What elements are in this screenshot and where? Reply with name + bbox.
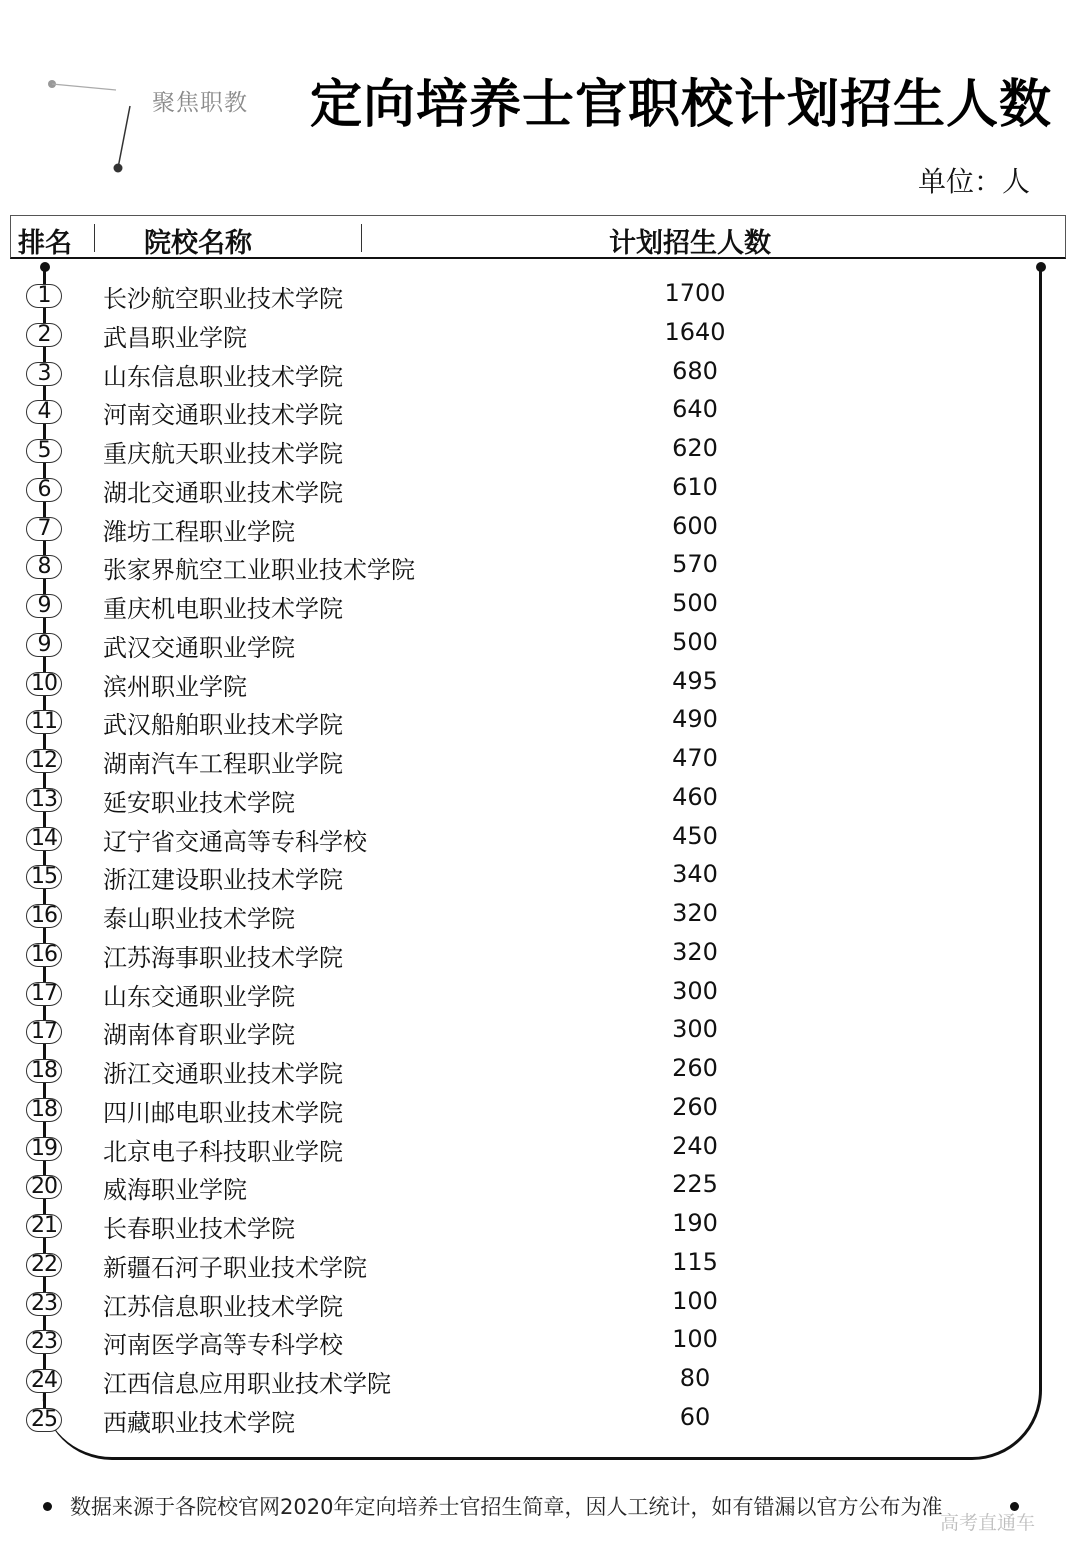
logo-decoration-icon — [0, 0, 300, 200]
school-name: 重庆航天职业技术学院 — [103, 440, 343, 468]
enrollment-count: 300 — [672, 976, 718, 1005]
enrollment-count: 460 — [672, 782, 718, 811]
school-name: 江苏信息职业技术学院 — [103, 1292, 343, 1321]
watermark: 高考直通车 — [940, 1512, 1036, 1534]
school-name: 滨州职业学院 — [103, 672, 247, 701]
enrollment-count: 450 — [672, 821, 718, 850]
enrollment-count: 570 — [672, 550, 718, 579]
column-header-count: 计划招生人数 — [609, 228, 771, 259]
school-name: 浙江建设职业技术学院 — [103, 866, 343, 895]
rank-badge: 7 — [26, 517, 62, 541]
school-name: 河南交通职业技术学院 — [103, 401, 343, 430]
rank-badge: 2 — [26, 323, 62, 347]
school-name: 北京电子科技职业学院 — [103, 1137, 343, 1166]
enrollment-count: 60 — [679, 1402, 711, 1431]
school-name: 延安职业技术学院 — [103, 788, 295, 817]
school-name: 浙江交通职业技术学院 — [103, 1060, 343, 1088]
table-row — [0, 856, 1080, 894]
school-name: 长沙航空职业技术学院 — [103, 285, 343, 313]
rank-badge: 24 — [26, 1369, 62, 1393]
school-name: 重庆机电职业技术学院 — [103, 595, 343, 623]
table-row — [0, 1089, 1080, 1127]
rank-badge: 21 — [26, 1214, 62, 1238]
table-row — [0, 1399, 1080, 1437]
table-row — [0, 353, 1080, 391]
enrollment-count: 1700 — [664, 279, 726, 307]
enrollment-count: 1640 — [664, 317, 726, 346]
enrollment-count: 610 — [672, 472, 718, 501]
school-name: 湖北交通职业技术学院 — [103, 478, 343, 507]
school-name: 威海职业学院 — [103, 1176, 247, 1205]
rank-badge: 5 — [26, 439, 62, 463]
rank-badge: 9 — [26, 633, 62, 657]
table-row — [0, 1244, 1080, 1282]
table-row — [0, 895, 1080, 933]
rank-badge: 11 — [26, 710, 62, 734]
table-row — [0, 508, 1080, 546]
rank-badge: 17 — [26, 982, 62, 1006]
rank-badge: 23 — [26, 1292, 62, 1316]
enrollment-count: 260 — [672, 1054, 718, 1082]
school-name: 山东信息职业技术学院 — [103, 362, 343, 391]
school-name: 武汉船舶职业技术学院 — [103, 711, 343, 740]
school-name: 河南医学高等专科学校 — [103, 1331, 343, 1360]
table-row — [0, 469, 1080, 507]
school-name: 江苏海事职业技术学院 — [103, 943, 343, 972]
school-name: 武昌职业学院 — [103, 323, 247, 352]
frame-end-dot-icon — [1036, 262, 1046, 272]
table-row — [0, 585, 1080, 623]
table-row — [0, 1050, 1080, 1088]
data-source-note: 数据来源于各院校官网2020年定向培养士官招生简章，因人工统计，如有错漏以官方公布为准 — [70, 1495, 943, 1519]
school-name: 张家界航空工业职业技术学院 — [103, 556, 415, 585]
column-header-rank: 排名 — [18, 228, 72, 259]
enrollment-count: 470 — [672, 744, 718, 772]
school-name: 湖南体育职业学院 — [103, 1021, 295, 1050]
school-name: 新疆石河子职业技术学院 — [103, 1253, 367, 1282]
enrollment-count: 680 — [672, 356, 718, 385]
school-name: 湖南汽车工程职业学院 — [103, 750, 343, 778]
table-row — [0, 701, 1080, 739]
enrollment-count: 115 — [672, 1247, 718, 1276]
rank-badge: 4 — [26, 400, 62, 424]
enrollment-count: 320 — [672, 899, 718, 927]
rank-badge: 23 — [26, 1330, 62, 1354]
enrollment-count: 260 — [672, 1092, 718, 1121]
table-row — [0, 934, 1080, 972]
rank-badge: 25 — [26, 1408, 62, 1432]
rank-badge: 18 — [26, 1098, 62, 1122]
rank-badge: 22 — [26, 1253, 62, 1277]
table-row — [0, 391, 1080, 429]
enrollment-count: 300 — [672, 1015, 718, 1044]
rank-badge: 15 — [26, 865, 62, 889]
enrollment-count: 225 — [672, 1170, 718, 1199]
rank-badge: 18 — [26, 1059, 62, 1083]
table-row — [0, 973, 1080, 1011]
rank-badge: 8 — [26, 555, 62, 579]
rank-badge: 9 — [26, 594, 62, 618]
school-name: 长春职业技术学院 — [103, 1215, 295, 1243]
school-name: 辽宁省交通高等专科学校 — [103, 827, 367, 856]
enrollment-count: 500 — [672, 589, 718, 617]
enrollment-count: 495 — [672, 666, 718, 695]
rank-badge: 6 — [26, 478, 62, 502]
enrollment-count: 600 — [672, 511, 718, 540]
header-divider — [94, 224, 95, 252]
enrollment-count: 640 — [672, 395, 718, 424]
column-header-school: 院校名称 — [144, 228, 252, 259]
enrollment-count: 190 — [672, 1209, 718, 1237]
rank-badge: 3 — [26, 362, 62, 386]
school-name: 武汉交通职业学院 — [103, 633, 295, 662]
page-title: 定向培养士官职校计划招生人数 — [310, 75, 1053, 135]
rank-badge: 20 — [26, 1175, 62, 1199]
school-name: 潍坊工程职业学院 — [103, 517, 295, 546]
rank-badge: 12 — [26, 749, 62, 773]
table-row — [0, 624, 1080, 662]
table-row — [0, 740, 1080, 778]
enrollment-count: 620 — [672, 434, 718, 462]
school-name: 江西信息应用职业技术学院 — [103, 1370, 391, 1398]
enrollment-count: 80 — [679, 1364, 711, 1392]
table-row — [0, 818, 1080, 856]
school-name: 山东交通职业学院 — [103, 982, 295, 1011]
header-divider — [361, 224, 362, 252]
table-row — [0, 1360, 1080, 1398]
table-header — [10, 215, 1066, 259]
rank-badge: 10 — [26, 672, 62, 696]
table-row — [0, 546, 1080, 584]
rank-badge: 14 — [26, 827, 62, 851]
rank-badge: 16 — [26, 943, 62, 967]
enrollment-count: 490 — [672, 705, 718, 734]
table-row — [0, 1128, 1080, 1166]
rank-badge: 1 — [26, 284, 62, 308]
school-name: 四川邮电职业技术学院 — [103, 1098, 343, 1127]
enrollment-count: 500 — [672, 627, 718, 656]
table-row — [0, 1321, 1080, 1359]
table-row — [0, 275, 1080, 313]
table-row — [0, 1205, 1080, 1243]
school-name: 西藏职业技术学院 — [103, 1408, 295, 1437]
brand-logo: 聚焦职教 — [152, 90, 248, 116]
table-row — [0, 314, 1080, 352]
rank-badge: 16 — [26, 904, 62, 928]
enrollment-count: 340 — [672, 860, 718, 889]
table-row — [0, 779, 1080, 817]
table-row — [0, 430, 1080, 468]
enrollment-count: 320 — [672, 937, 718, 966]
rank-badge: 17 — [26, 1020, 62, 1044]
rank-badge: 13 — [26, 788, 62, 812]
bullet-icon — [43, 1502, 52, 1511]
rank-badge: 19 — [26, 1137, 62, 1161]
table-row — [0, 1011, 1080, 1049]
table-row — [0, 1283, 1080, 1321]
enrollment-count: 100 — [672, 1286, 718, 1315]
enrollment-count: 240 — [672, 1131, 718, 1160]
table-row — [0, 1166, 1080, 1204]
school-name: 泰山职业技术学院 — [103, 905, 295, 933]
table-row — [0, 663, 1080, 701]
unit-label: 单位：人 — [917, 165, 1030, 198]
enrollment-count: 100 — [672, 1325, 718, 1354]
